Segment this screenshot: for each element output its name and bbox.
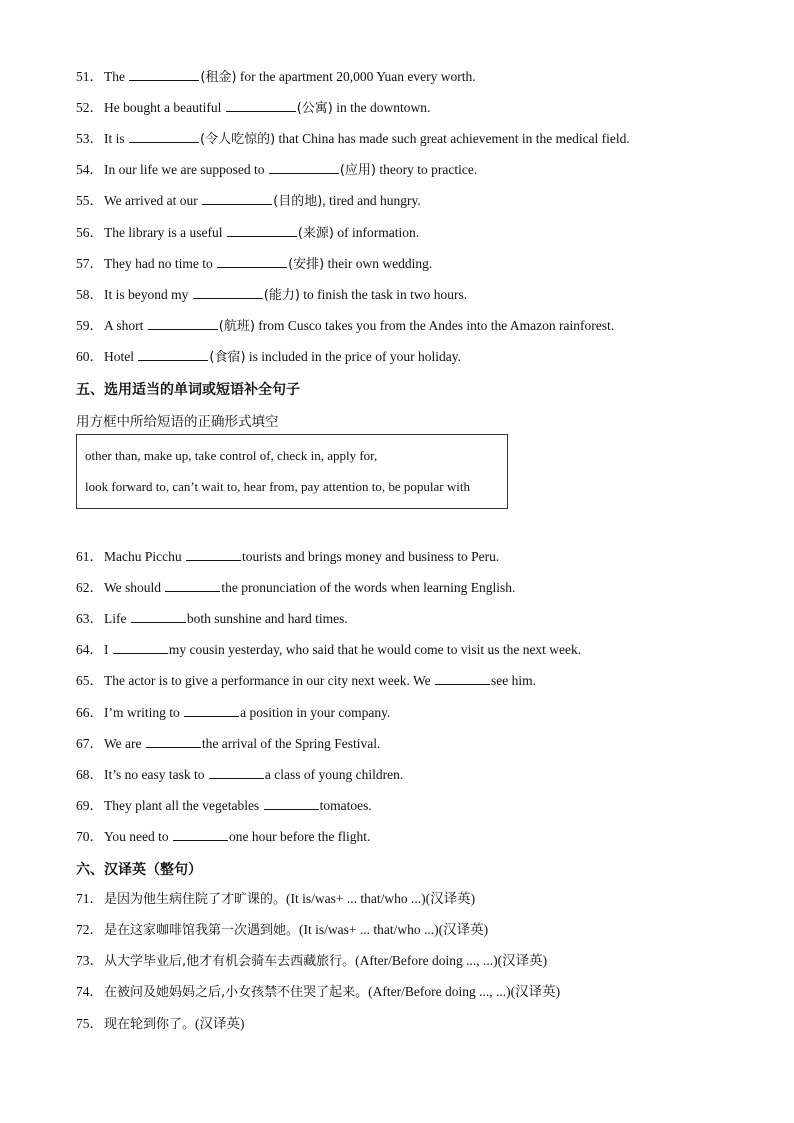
question-54: 54．In our life we are supposed to (应用) theory to practice. <box>76 162 478 178</box>
answer-blank[interactable] <box>129 129 199 143</box>
question-68: 68．It’s no easy task to a class of young children. <box>76 767 404 782</box>
question-55: 55．We arrived at our (目的地), tired and hungry. <box>76 193 421 209</box>
answer-blank[interactable] <box>227 223 297 237</box>
answer-blank[interactable] <box>226 98 296 112</box>
answer-blank[interactable] <box>202 191 272 205</box>
answer-blank[interactable] <box>131 609 186 623</box>
answer-blank[interactable] <box>264 796 319 810</box>
question-67: 67．We are the arrival of the Spring Festival. <box>76 736 381 751</box>
section-5-instruction: 用方框中所给短语的正确形式填空 <box>76 414 279 430</box>
answer-blank[interactable] <box>146 734 201 748</box>
question-71: 71．是因为他生病住院了才旷课的。(It is/was+ ... that/who ...)(汉译英) <box>76 891 476 907</box>
question-64: 64．I my cousin yesterday, who said that he would come to visit us the next week. <box>76 642 582 657</box>
answer-blank[interactable] <box>184 703 239 717</box>
question-65: 65．The actor is to give a performance in our city next week. We see him. <box>76 673 537 688</box>
question-69: 69．They plant all the vegetables tomatoes. <box>76 798 372 813</box>
phrase-box <box>76 434 508 509</box>
question-72: 72．是在这家咖啡馆我第一次遇到她。(It is/was+ ... that/who ...)(汉译英) <box>76 922 489 938</box>
answer-blank[interactable] <box>138 347 208 361</box>
question-51: 51．The (租金) for the apartment 20,000 Yuan every worth. <box>76 69 476 85</box>
question-60: 60．Hotel (食宿) is included in the price of your holiday. <box>76 349 461 365</box>
question-61: 61．Machu Picchu tourists and brings money and business to Peru. <box>76 549 500 564</box>
answer-blank[interactable] <box>193 285 263 299</box>
question-53: 53．It is (令人吃惊的) that China has made such great achievement in the medical field. <box>76 131 630 147</box>
phrase-box-line-2: look forward to, can’t wait to, hear from, pay attention to, be popular with <box>85 479 470 494</box>
answer-blank[interactable] <box>129 67 199 81</box>
answer-blank[interactable] <box>186 547 241 561</box>
answer-blank[interactable] <box>173 827 228 841</box>
question-62: 62．We should the pronunciation of the words when learning English. <box>76 580 516 595</box>
section-6-heading: 六、汉译英（整句） <box>76 862 202 878</box>
question-66: 66．I’m writing to a position in your company. <box>76 705 391 720</box>
answer-blank[interactable] <box>165 578 220 592</box>
question-57: 57．They had no time to (安排) their own wedding. <box>76 256 433 272</box>
answer-blank[interactable] <box>209 765 264 779</box>
question-75: 75．现在轮到你了。(汉译英) <box>76 1016 245 1032</box>
answer-blank[interactable] <box>217 254 287 268</box>
question-58: 58．It is beyond my (能力) to finish the task in two hours. <box>76 287 468 303</box>
question-52: 52．He bought a beautiful (公寓) in the downtown. <box>76 100 431 116</box>
answer-blank[interactable] <box>148 316 218 330</box>
question-59: 59．A short (航班) from Cusco takes you from the Andes into the Amazon rainforest. <box>76 318 615 334</box>
phrase-box-line-1: other than, make up, take control of, check in, apply for, <box>85 448 378 463</box>
answer-blank[interactable] <box>269 160 339 174</box>
answer-blank[interactable] <box>113 640 168 654</box>
section-5-heading: 五、选用适当的单词或短语补全句子 <box>76 382 300 398</box>
question-70: 70．You need to one hour before the flight. <box>76 829 371 844</box>
answer-blank[interactable] <box>435 671 490 685</box>
question-56: 56．The library is a useful (来源) of information. <box>76 225 420 241</box>
question-63: 63．Life both sunshine and hard times. <box>76 611 348 626</box>
question-73: 73．从大学毕业后,他才有机会骑车去西藏旅行。(After/Before doing ..., ...)(汉译英) <box>76 953 548 969</box>
question-74: 74．在被问及她妈妈之后,小女孩禁不住哭了起来。(After/Before doing ..., ...)(汉译英) <box>76 984 561 1000</box>
